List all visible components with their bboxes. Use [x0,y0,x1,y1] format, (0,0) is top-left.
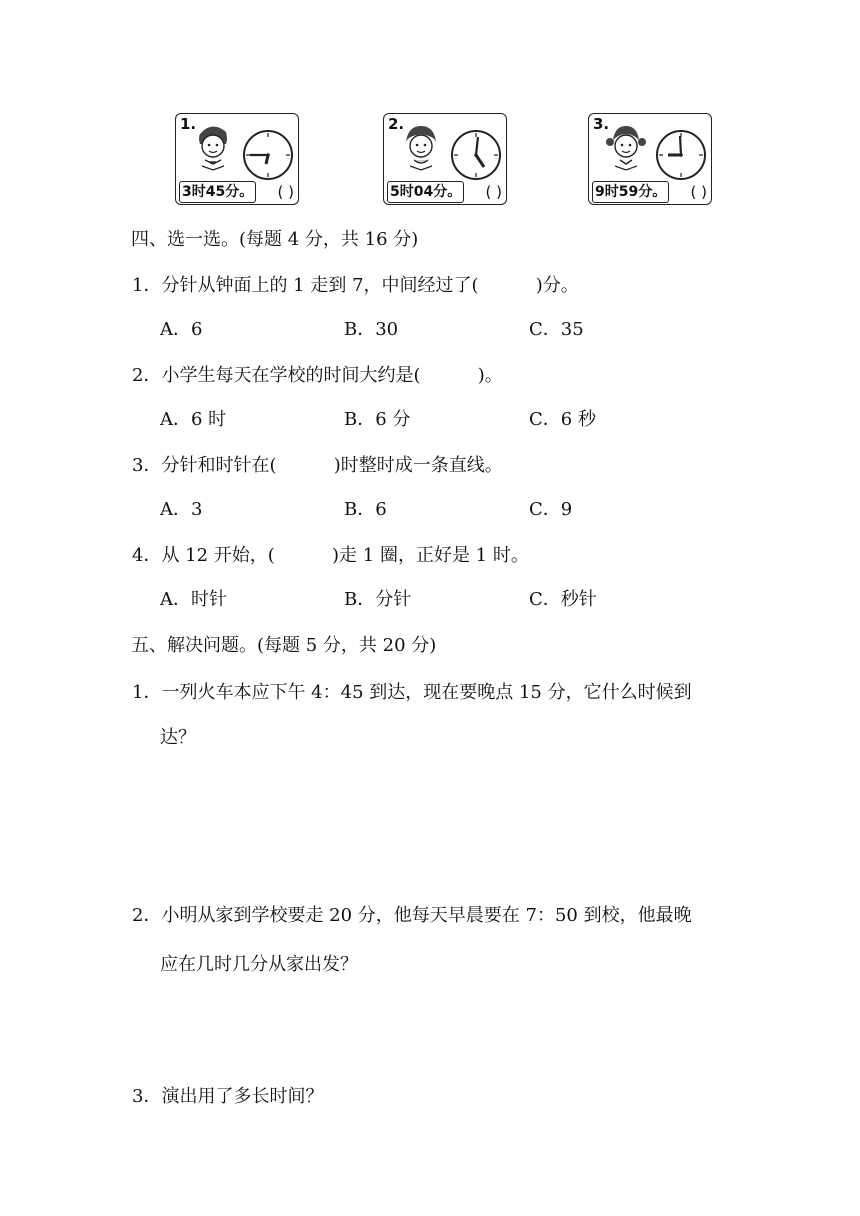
clock-card-3 [588,113,712,205]
card-number: 2. [388,115,405,133]
option-a[interactable]: A．3 [160,499,203,520]
clock-card-1 [175,113,299,205]
option-c[interactable]: C．9 [529,499,573,520]
problem-1-line-2: 达？ [160,727,196,748]
answer-blank[interactable]: ( ) [277,183,294,201]
problem-2-line-2: 应在几时几分从家出发？ [160,954,358,975]
question-stem: 1．分针从钟面上的 1 走到 7，中间经过了( )分。 [132,275,579,296]
option-b[interactable]: B．分针 [344,589,412,610]
girl-pigtails-icon [603,120,649,178]
option-b[interactable]: B．30 [344,319,399,340]
problem-2-line-1: 2．小明从家到学校要走 20 分，他每天早晨要在 7：50 到校，他最晚 [132,905,692,926]
option-c[interactable]: C．6 秒 [529,409,596,430]
clock-face-icon [450,129,502,181]
option-a[interactable]: A．6 时 [160,409,227,430]
time-label: 5时04分。 [387,181,464,203]
option-b[interactable]: B．6 [344,499,387,520]
card-number: 1. [180,115,197,133]
clock-card-2 [383,113,507,205]
option-a[interactable]: A．时针 [160,589,227,610]
clock-cards-row [0,113,860,209]
girl-icon [398,120,444,178]
time-label: 9时59分。 [592,181,669,203]
section-5-title: 五、解决问题。(每题 5 分，共 20 分) [131,635,437,656]
question-stem: 3．分针和时针在( )时整时成一条直线。 [132,455,503,476]
problem-3: 3．演出用了多长时间？ [132,1086,324,1107]
option-c[interactable]: C．35 [529,319,584,340]
problem-1-line-1: 1．一列火车本应下午 4：45 到达，现在要晚点 15 分，它什么时候到 [132,682,692,703]
section-4-title: 四、选一选。(每题 4 分，共 16 分) [131,229,419,250]
question-stem: 2．小学生每天在学校的时间大约是( )。 [132,365,503,386]
card-number: 3. [593,115,610,133]
question-stem: 4．从 12 开始，( )走 1 圈，正好是 1 时。 [132,545,529,566]
option-a[interactable]: A．6 [160,319,203,340]
boy-icon [190,120,236,178]
time-label: 3时45分。 [179,181,256,203]
answer-blank[interactable]: ( ) [485,183,502,201]
clock-face-icon [655,129,707,181]
answer-blank[interactable]: ( ) [690,183,707,201]
option-c[interactable]: C．秒针 [529,589,597,610]
clock-face-icon [242,129,294,181]
option-b[interactable]: B．6 分 [344,409,411,430]
